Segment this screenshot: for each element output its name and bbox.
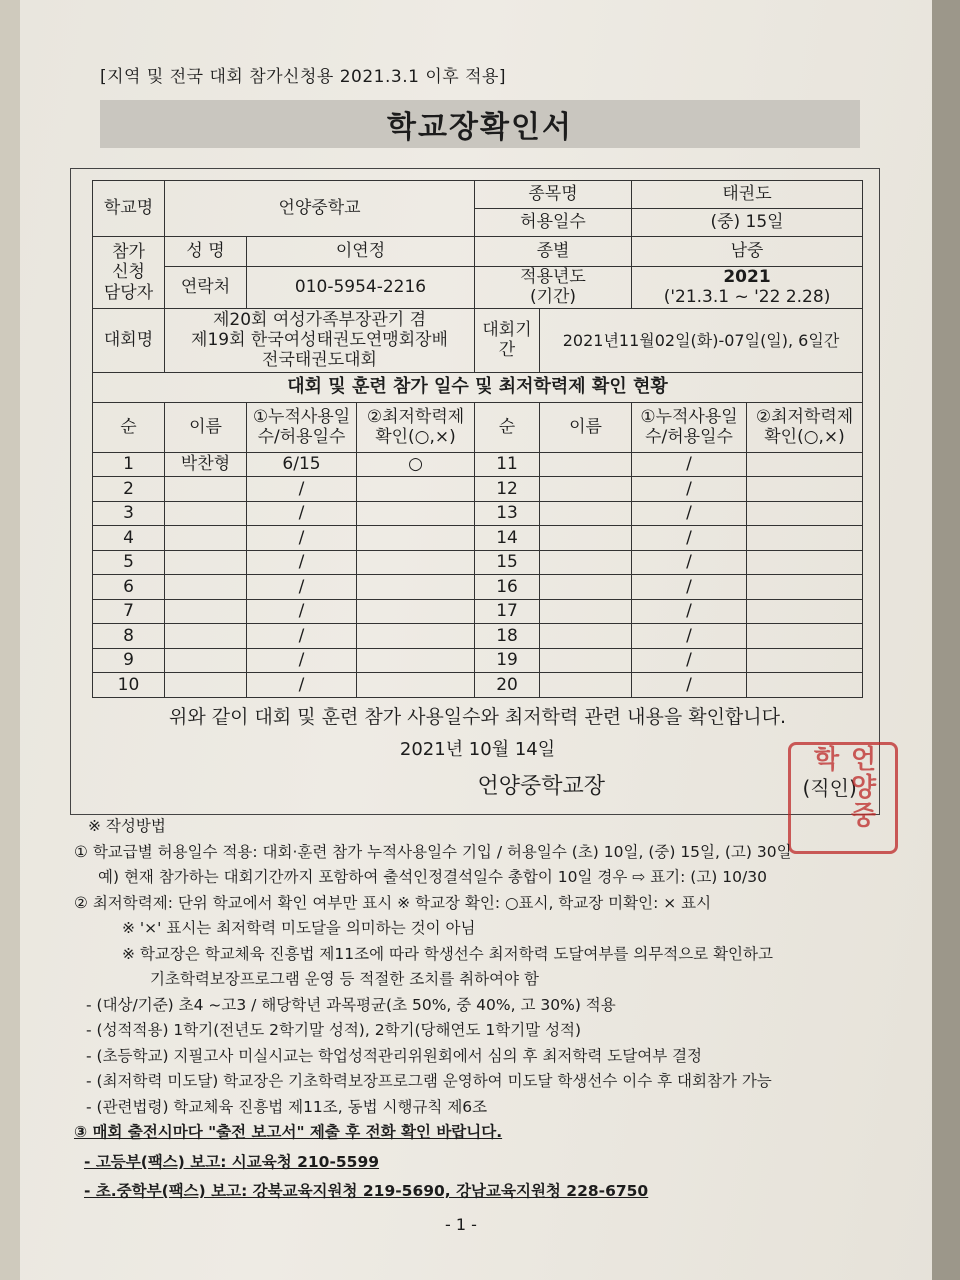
table-row <box>93 648 863 673</box>
row-number: 13 <box>475 501 540 526</box>
note-3: ③ 매회 출전시마다 "출전 보고서" 제출 후 전화 확인 바랍니다. <box>74 1123 503 1141</box>
col-name-right: 이름 <box>540 402 632 452</box>
days-ratio: / <box>247 648 357 673</box>
student-name <box>165 648 247 673</box>
header-tag: [지역 및 전국 대회 참가신청용 2021.3.1 이후 적용] <box>100 67 507 87</box>
min-academic-check <box>747 452 863 477</box>
row-number: 12 <box>475 477 540 502</box>
allowed-days-label: 허용일수 <box>475 209 632 237</box>
apply-year-cell <box>632 267 863 309</box>
student-name <box>540 477 632 502</box>
table-row <box>93 624 863 649</box>
principal-name: 언양중학교장 <box>477 774 606 800</box>
row-number: 2 <box>93 477 165 502</box>
period-label: 대회기간 <box>475 308 540 372</box>
row-number: 14 <box>475 526 540 551</box>
days-ratio: / <box>247 501 357 526</box>
student-name <box>540 599 632 624</box>
student-name <box>165 550 247 575</box>
row-number: 4 <box>93 526 165 551</box>
division-value: 남중 <box>632 237 863 267</box>
note-2b: ※ 학교장은 학교체육 진흥법 제11조에 따라 학생선수 최저학력 도달여부를 의무적으로 확인하고 <box>122 944 773 963</box>
min-academic-check <box>357 550 475 575</box>
applicant-label: 참가 신청 담당자 <box>93 237 165 309</box>
min-academic-check <box>747 526 863 551</box>
fax-high-school: - 고등부(팩스) 보고: 시교육청 210-5599 <box>84 1152 380 1171</box>
table-row <box>93 477 863 502</box>
student-name <box>165 575 247 600</box>
days-ratio: / <box>632 526 747 551</box>
note-1-example: 예) 현재 참가하는 대회기간까지 포함하여 출석인정결석일수 총합이 10일 경우 ⇨ 표기: (고) 10/30 <box>98 868 767 886</box>
student-name <box>540 648 632 673</box>
student-name <box>165 477 247 502</box>
contact-label: 연락처 <box>165 267 247 309</box>
days-ratio: / <box>632 501 747 526</box>
days-ratio: / <box>247 575 357 600</box>
row-number: 3 <box>93 501 165 526</box>
row-number: 19 <box>475 648 540 673</box>
allowed-days-value: (중) 15일 <box>632 209 863 237</box>
min-academic-check: ○ <box>357 452 475 477</box>
days-ratio: / <box>247 624 357 649</box>
document-title <box>100 100 860 148</box>
note-2a: ※ '×' 표시는 최저학력 미도달을 의미하는 것이 아님 <box>122 919 476 937</box>
page-number: - 1 - <box>445 1215 477 1234</box>
row-number: 9 <box>93 648 165 673</box>
writing-instructions <box>62 814 892 1205</box>
days-ratio: / <box>632 550 747 575</box>
min-academic-check <box>357 477 475 502</box>
status-title: 대회 및 훈련 참가 일수 및 최저학력제 확인 현황 <box>93 372 863 402</box>
table-row <box>93 599 863 624</box>
row-number: 6 <box>93 575 165 600</box>
days-ratio: / <box>247 673 357 698</box>
days-ratio: / <box>632 673 747 698</box>
min-academic-check <box>747 673 863 698</box>
days-ratio: / <box>247 477 357 502</box>
row-number: 5 <box>93 550 165 575</box>
min-academic-check <box>747 599 863 624</box>
days-ratio: / <box>632 624 747 649</box>
student-rows <box>93 452 863 697</box>
school-label: 학교명 <box>93 181 165 237</box>
days-ratio: / <box>247 599 357 624</box>
min-academic-check <box>357 599 475 624</box>
days-ratio: / <box>247 526 357 551</box>
seal-label: (직인) <box>802 776 857 801</box>
table-row <box>93 673 863 698</box>
student-name <box>165 599 247 624</box>
row-number: 10 <box>93 673 165 698</box>
notes-heading: ※ 작성방법 <box>88 817 166 835</box>
name-value: 이연정 <box>247 237 475 267</box>
period-value: 2021년11월02일(화)-07일(일), 6일간 <box>540 308 863 372</box>
row-number: 11 <box>475 452 540 477</box>
col-days-right: ①누적사용일 수/허용일수 <box>632 402 747 452</box>
note-2c: 기초학력보장프로그램 운영 등 적절한 조치를 취하여야 함 <box>150 970 539 988</box>
table-row <box>93 550 863 575</box>
detail-2: - (성적적용) 1학기(전년도 2학기말 성적), 2학기(당해연도 1학기말 성적) <box>86 1021 582 1039</box>
min-academic-check <box>357 501 475 526</box>
min-academic-check <box>357 648 475 673</box>
background-edge <box>932 0 960 1280</box>
min-academic-check <box>747 477 863 502</box>
event-label: 종목명 <box>475 181 632 209</box>
student-name <box>540 673 632 698</box>
contact-value: 010-5954-2216 <box>247 267 475 309</box>
min-academic-check <box>747 501 863 526</box>
min-academic-check <box>357 575 475 600</box>
row-number: 1 <box>93 452 165 477</box>
days-ratio: / <box>632 452 747 477</box>
fax-elementary-middle: - 초.중학부(팩스) 보고: 강북교육지원청 219-5690, 강남교육지원청 228-6750 <box>84 1182 649 1200</box>
col-check-right: ②최저학력제 확인(○,×) <box>747 402 863 452</box>
col-name: 이름 <box>165 402 247 452</box>
days-ratio: / <box>632 575 747 600</box>
table-row <box>93 575 863 600</box>
title-text: 학교장확인서 <box>387 110 573 145</box>
days-ratio: 6/15 <box>247 452 357 477</box>
min-academic-check <box>357 673 475 698</box>
detail-3: - (초등학교) 지필고사 미실시교는 학업성적관리위원회에서 심의 후 최저학력 도달여부 결정 <box>86 1046 703 1065</box>
table-row <box>93 501 863 526</box>
student-name <box>165 624 247 649</box>
student-name <box>165 673 247 698</box>
days-ratio: / <box>632 477 747 502</box>
row-number: 18 <box>475 624 540 649</box>
competition-value: 제20회 여성가족부장관기 겸 제19회 한국여성태권도연맹회장배 전국태권도대회 <box>165 308 475 372</box>
apply-year-range: ('21.3.1 ~ '22 2.28) <box>663 287 831 308</box>
row-number: 15 <box>475 550 540 575</box>
signature-line <box>93 772 863 806</box>
event-value: 태권도 <box>632 181 863 209</box>
stamp-text: 언양중학 <box>809 745 876 829</box>
note-1: ① 학교급별 허용일수 적용: 대회·훈련 참가 누적사용일수 기입 / 허용일수 (초) 10일, (중) 15일, (고) 30일 <box>74 842 792 861</box>
confirmation-table <box>92 180 863 815</box>
student-name <box>540 624 632 649</box>
row-number: 16 <box>475 575 540 600</box>
school-value: 언양중학교 <box>165 181 475 237</box>
student-name <box>540 452 632 477</box>
name-label: 성 명 <box>165 237 247 267</box>
competition-label: 대회명 <box>93 308 165 372</box>
row-number: 17 <box>475 599 540 624</box>
apply-year-label: 적용년도 (기간) <box>475 267 632 309</box>
min-academic-check <box>747 575 863 600</box>
student-name <box>540 526 632 551</box>
row-number: 8 <box>93 624 165 649</box>
student-name <box>540 501 632 526</box>
row-number: 20 <box>475 673 540 698</box>
min-academic-check <box>357 624 475 649</box>
table-row <box>93 526 863 551</box>
days-ratio: / <box>247 550 357 575</box>
col-no: 순 <box>93 402 165 452</box>
days-ratio: / <box>632 648 747 673</box>
apply-year-value: 2021 <box>723 267 771 287</box>
student-name <box>540 550 632 575</box>
student-name: 박찬형 <box>165 452 247 477</box>
min-academic-check <box>747 624 863 649</box>
min-academic-check <box>747 550 863 575</box>
student-name <box>165 501 247 526</box>
row-number: 7 <box>93 599 165 624</box>
table-row <box>93 452 863 477</box>
confirm-date: 2021년 10월 14일 <box>399 738 556 760</box>
min-academic-check <box>747 648 863 673</box>
detail-1: - (대상/기준) 초4 ~고3 / 해당학년 과목평균(초 50%, 중 40%, 고 30%) 적용 <box>86 995 616 1014</box>
confirm-block <box>93 697 863 815</box>
student-name <box>540 575 632 600</box>
student-name <box>165 526 247 551</box>
detail-5: - (관련법령) 학교체육 진흥법 제11조, 동법 시행규칙 제6조 <box>86 1097 488 1116</box>
col-check: ②최저학력제 확인(○,×) <box>357 402 475 452</box>
col-no-right: 순 <box>475 402 540 452</box>
days-ratio: / <box>632 599 747 624</box>
min-academic-check <box>357 526 475 551</box>
note-2: ② 최저학력제: 단위 학교에서 확인 여부만 표시 ※ 학교장 확인: ○표시, 학교장 미확인: × 표시 <box>74 893 712 912</box>
confirm-text: 위와 같이 대회 및 훈련 참가 사용일수와 최저학력 관련 내용을 확인합니다. <box>168 705 787 728</box>
division-label: 종별 <box>475 237 632 267</box>
detail-4: - (최저학력 미도달) 학교장은 기초학력보장프로그램 운영하여 미도달 학생선수 이수 후 대회참가 가능 <box>86 1072 772 1090</box>
col-days: ①누적사용일 수/허용일수 <box>247 402 357 452</box>
